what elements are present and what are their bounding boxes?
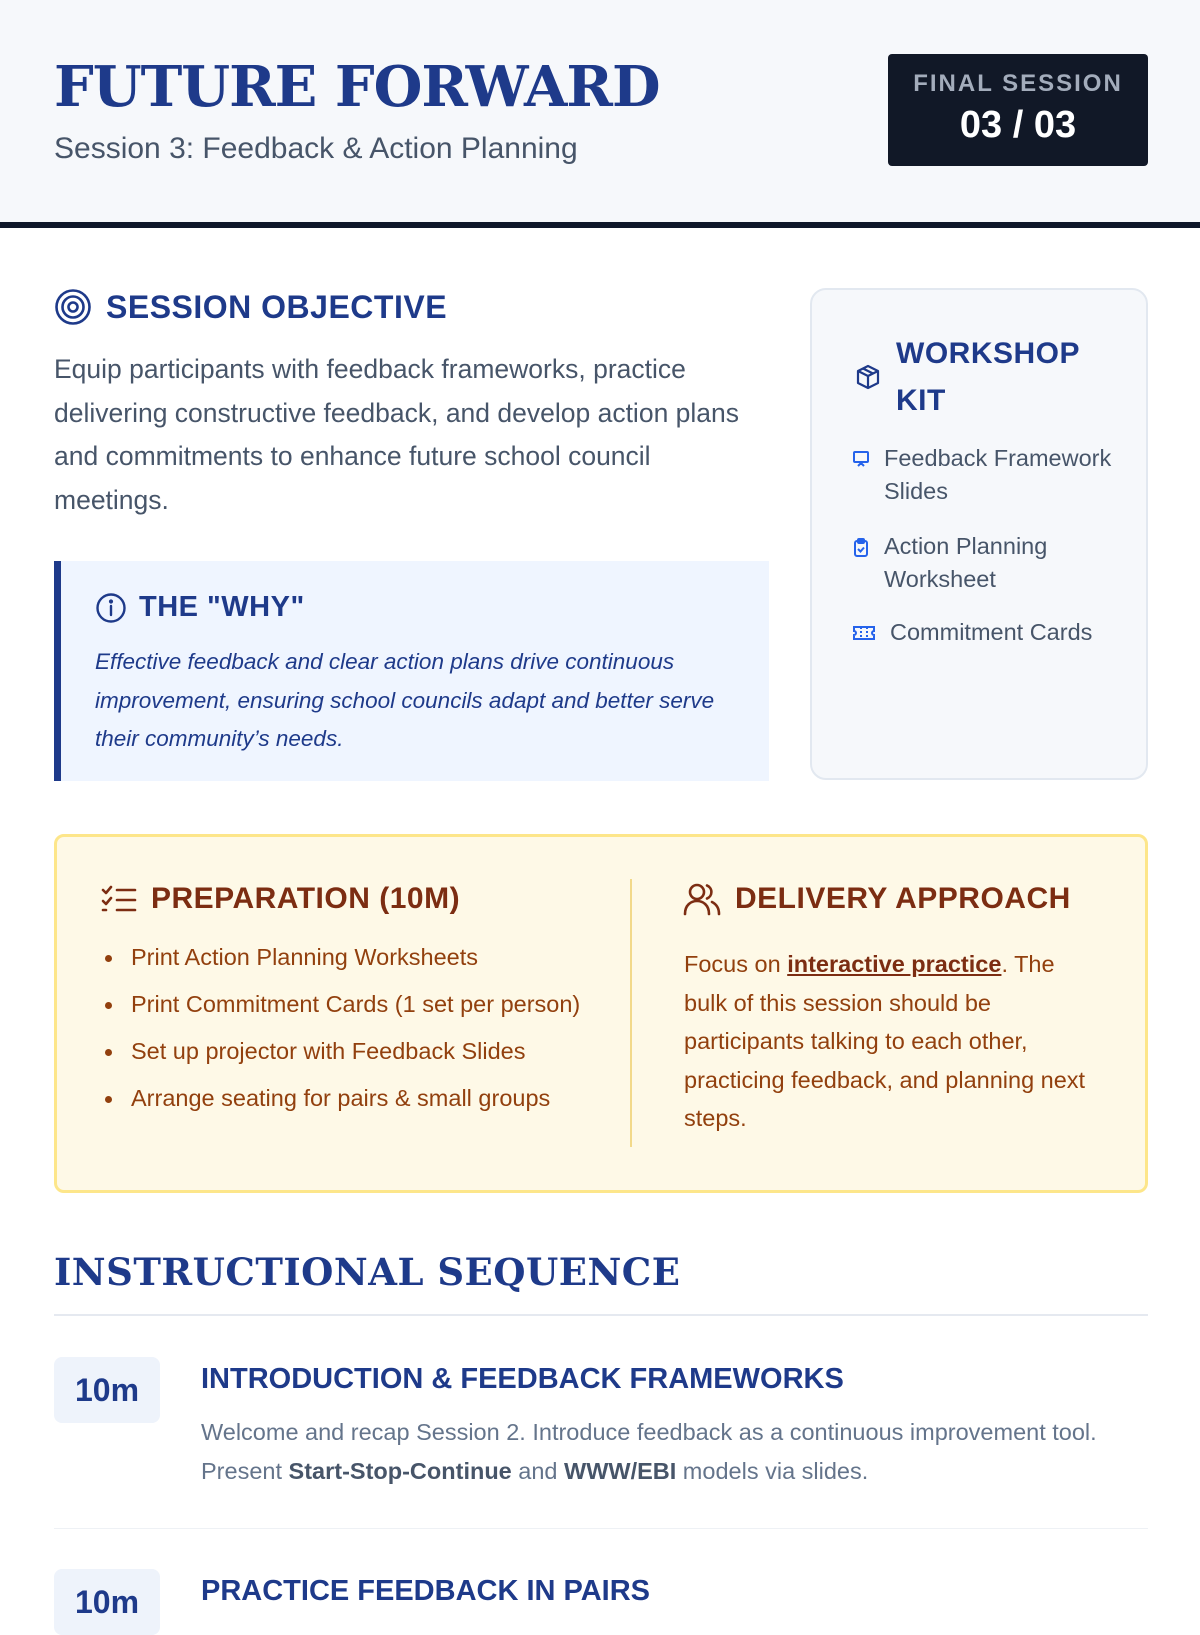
kit-item-label: Action Planning Worksheet xyxy=(884,533,1048,592)
checklist-icon xyxy=(101,884,137,914)
kit-item xyxy=(852,616,1142,649)
step-description xyxy=(201,1413,1131,1490)
badge-label: FINAL SESSION xyxy=(913,70,1123,97)
objective-text: Equip participants with feedback frameworks, practice delivering constructive feedback, and develop action plans and commitments to enhance future school council meetings. xyxy=(54,354,740,515)
session-subtitle: Session 3: Feedback & Action Planning xyxy=(54,132,578,165)
kit-item xyxy=(852,442,1142,508)
delivery-emphasis: interactive practice xyxy=(787,951,1002,977)
preparation-panel xyxy=(54,834,1148,1193)
delivery-text xyxy=(684,945,1104,1138)
preparation-heading-label: PREPARATION (10M) xyxy=(151,882,461,915)
delivery-heading xyxy=(683,882,1071,916)
page-header xyxy=(0,0,1200,228)
divider xyxy=(54,1528,1148,1529)
sequence-step xyxy=(54,1569,1148,1620)
step-desc-part: and xyxy=(511,1457,565,1484)
step-title: PRACTICE FEEDBACK IN PAIRS xyxy=(201,1575,650,1607)
step-duration-badge: 10m xyxy=(54,1357,160,1423)
page-title: FUTURE FORWARD xyxy=(54,54,660,120)
column-divider xyxy=(630,879,632,1147)
workshop-kit-card xyxy=(810,288,1148,780)
sequence-heading: INSTRUCTIONAL SEQUENCE xyxy=(54,1250,681,1294)
step-duration-badge: 10m xyxy=(54,1569,160,1635)
step-desc-part: Welcome and recap Session 2. Introduce feedback as a continuous improvement tool. Present xyxy=(201,1419,1097,1484)
clipboard-icon xyxy=(852,538,870,558)
step-title: INTRODUCTION & FEEDBACK FRAMEWORKS xyxy=(201,1363,844,1395)
step-desc-part: models via slides. xyxy=(676,1457,869,1484)
users-icon xyxy=(683,882,721,916)
ticket-icon xyxy=(852,624,876,642)
delivery-text-end: . The bulk of this session should be participants talking to each other, practicing feedback, and planning next steps. xyxy=(684,951,1086,1131)
list-item: Set up projector with Feedback Slides xyxy=(103,1035,583,1068)
step-desc-emphasis: Start-Stop-Continue xyxy=(288,1457,512,1484)
preparation-list xyxy=(103,941,583,1129)
kit-item-label: Commitment Cards xyxy=(890,619,1093,645)
divider xyxy=(54,1314,1148,1316)
why-text: Effective feedback and clear action plans drive continuous improvement, ensuring school councils adapt and better serve their community’s needs. xyxy=(95,649,715,751)
list-item: Print Action Planning Worksheets xyxy=(103,941,583,974)
info-icon xyxy=(95,592,127,624)
objective-heading xyxy=(54,288,447,326)
preparation-heading xyxy=(101,882,460,916)
kit-item xyxy=(852,530,1142,596)
step-desc-emphasis: WWW/EBI xyxy=(564,1457,677,1484)
delivery-text-start: Focus on xyxy=(684,951,788,977)
presentation-icon xyxy=(852,450,870,468)
list-item: Arrange seating for pairs & small groups xyxy=(103,1082,583,1115)
box-icon xyxy=(854,363,882,391)
kit-item-label: Feedback Framework Slides xyxy=(884,445,1112,504)
badge-count: 03 / 03 xyxy=(959,104,1077,146)
workshop-kit-heading: WORKSHOP KIT xyxy=(896,337,1080,417)
why-heading xyxy=(95,591,305,624)
why-callout xyxy=(54,561,769,781)
list-item: Print Commitment Cards (1 set per person) xyxy=(103,988,583,1021)
session-badge xyxy=(888,54,1148,166)
why-heading-label: THE "WHY" xyxy=(139,591,305,623)
delivery-heading-label: DELIVERY APPROACH xyxy=(735,882,1071,915)
target-icon xyxy=(54,288,92,326)
sequence-step xyxy=(54,1357,1148,1507)
objective-heading-label: SESSION OBJECTIVE xyxy=(106,288,448,325)
